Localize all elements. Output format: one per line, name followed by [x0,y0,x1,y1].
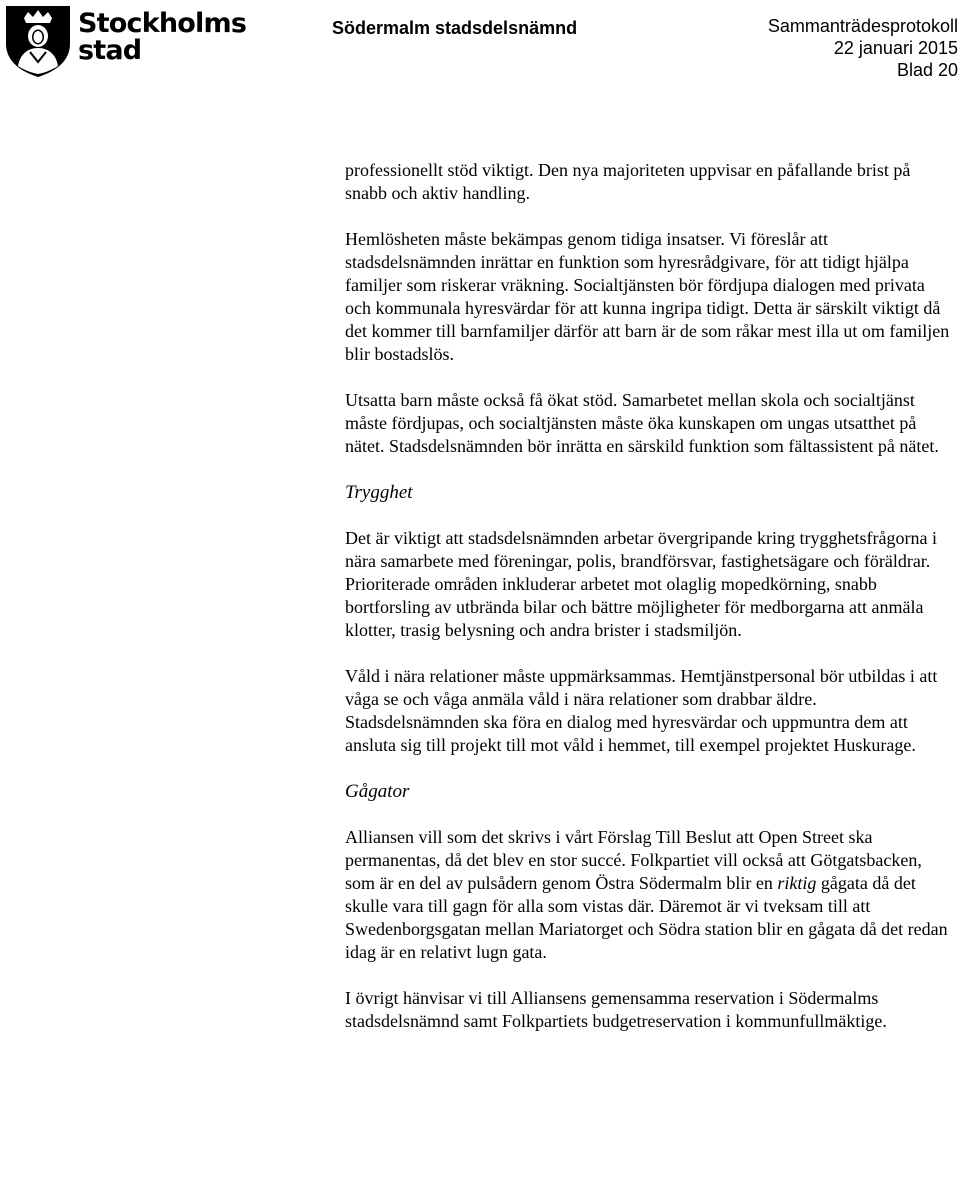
paragraph: I övrigt hänvisar vi till Alliansens gemensamma reservation i Södermalms stadsdelsnämnd samt Folkpartiets budgetreservation i kommunfullmäktige. [345,988,887,1031]
paragraph [345,826,955,964]
logo-line-2: stad [78,35,142,66]
stockholms-stad-logo [4,4,247,78]
city-shield-icon [4,4,72,78]
section-heading-trygghet: Trygghet [345,482,413,503]
text-run: Alliansen vill som det skrivs i vårt Förslag Till Beslut att Open Street ska permanentas, då det blev en stor succé. Folkpartiet vill också att Götgatsbacken, som är en del av pulsådern genom Östra Södermalm blir en [345,827,922,893]
emphasis-text: riktig [777,873,817,893]
paragraph: Det är viktigt att stadsdelsnämnden arbetar övergripande kring trygghetsfrågorna i nära samarbete med föreningar, polis, brandförsvar, fastighetsägare och föräldrar. Prioriterade områden inkluderar arbetet mot olaglig mopedkörning, snabb bortforsling av utbrända bilar och bättre möjligheter för medborgarna att anmäla klotter, trasig belysning och andra brister i stadsmiljön. [345,528,937,640]
meeting-date: 22 januari 2015 [833,38,958,58]
paragraph: Hemlösheten måste bekämpas genom tidiga insatser. Vi föreslår att stadsdelsnämnden inrättar en funktion som hyresrådgivare, för att tidigt hjälpa familjer som riskerar vräkning. Socialtjänsten bör fördjupa dialogen med privata och kommunala hyresvärdar för att kunna ingripa tidigt. Detta är särskilt viktigt då det kommer till barnfamiljer därför att barn är de som råkar mest illa ut om familjen blir bostadslös. [345,229,950,364]
text-run: gågata då det skulle vara till gagn för alla som vistas där. Däremot är vi tveksam till att Swedenborgsgatan mellan Mariatorget och Södra station blir en gågata då det redan idag är en relativt lugn gata. [345,873,948,962]
district-name: Södermalm stadsdelsnämnd [332,18,578,38]
logo-wordmark [78,10,246,64]
section-heading-gagator: Gågator [345,781,410,802]
paragraph: Utsatta barn måste också få ökat stöd. Samarbetet mellan skola och socialtjänst måste fördjupas, och socialtjänsten måste öka kunskapen om ungas utsatthet på nätet. Stadsdelsnämnden bör inrätta en särskild funktion som fältassistent på nätet. [345,390,939,456]
logo-line-1: Stockholms [78,8,247,39]
page-number: Blad 20 [896,60,958,80]
paragraph: Våld i nära relationer måste uppmärksammas. Hemtjänstpersonal bör utbildas i att våga se och våga anmäla våld i nära relationer som drabbar äldre. Stadsdelsnämnden ska föra en dialog med hyresvärdar och uppmuntra dem att ansluta sig till projekt till mot våld i hemmet, till exempel projektet Huskurage. [345,666,938,755]
document-type: Sammanträdesprotokoll [767,16,958,36]
document-body [345,159,955,1056]
paragraph: professionellt stöd viktigt. Den nya majoriteten uppvisar en påfallande brist på snabb och aktiv handling. [345,160,911,203]
page-header [0,0,960,90]
protocol-info [698,15,958,81]
